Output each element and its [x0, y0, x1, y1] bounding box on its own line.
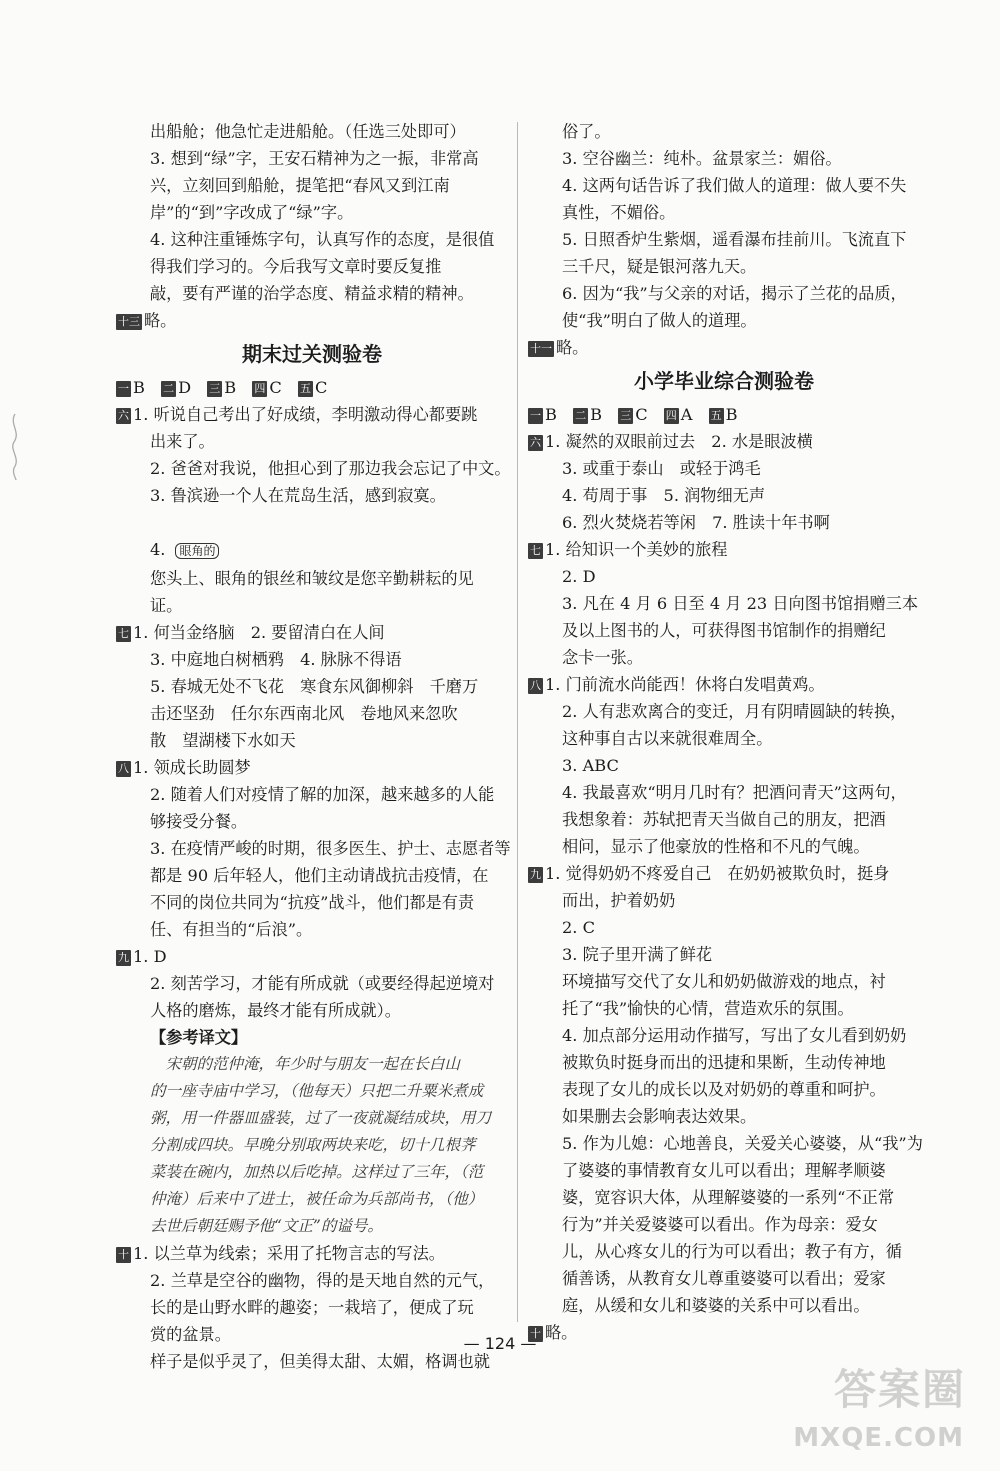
answer-line — [116, 1105, 508, 1132]
line-text: 环境描写交代了女儿和奶奶做游戏的地点，衬 — [562, 972, 886, 991]
question-number-badge: 十 — [118, 1248, 129, 1261]
question-number-badge: 六 — [118, 409, 129, 422]
line-text: 【参考译文】 — [150, 1028, 248, 1047]
answer-line — [528, 806, 920, 833]
line-text: 庭，从缓和女儿和婆婆的关系中可以看出。 — [562, 1296, 870, 1315]
answer-line — [528, 455, 920, 482]
answer-line — [528, 253, 920, 280]
line-text: 使“我”明白了做人的道理。 — [562, 311, 757, 330]
line-text: 俗了。 — [562, 122, 611, 141]
answer-line — [528, 199, 920, 226]
line-text: 2. 随着人们对疫情了解的加深，越来越多的人能 — [150, 785, 495, 804]
line-text: 这种事自古以来就很难周全。 — [562, 729, 773, 748]
mc-answer: A — [680, 405, 693, 424]
line-text: 3. 鲁滨逊一个人在荒岛生活，感到寂寞。 — [150, 486, 446, 505]
answer-line — [116, 1078, 508, 1105]
line-text: 您头上、眼角的银丝和皱纹是您辛勤耕耘的见 — [150, 569, 474, 588]
line-text: 2. 爸爸对我说，他担心到了那边我会忘记了中文。 — [150, 459, 511, 478]
line-text: 3. 或重于泰山 或轻于鸿毛 — [562, 459, 761, 478]
answer-line — [528, 968, 920, 995]
line-text: 敲，要有严谨的治学态度、精益求精的精神。 — [150, 284, 474, 303]
line-text: 赏的盆景。 — [150, 1325, 231, 1344]
line-text: 5. 日照香炉生紫烟，遥看瀑布挂前川。飞流直下 — [562, 230, 907, 249]
mc-answer: D — [178, 378, 192, 397]
answer-line — [116, 835, 511, 862]
line-text: 1. 听说自己考出了好成绩，李明激动得心都要跳 — [133, 405, 478, 424]
line-text: 2. D — [562, 567, 596, 586]
answer-line — [116, 754, 508, 781]
right-column — [528, 118, 923, 1346]
answer-line — [116, 253, 508, 280]
line-text: 长的是山野水畔的趣姿；一栽培了，便成了玩 — [150, 1298, 474, 1317]
line-text: 真性，不媚俗。 — [562, 203, 676, 222]
line-text: 4. 这种注重锤炼字句，认真写作的态度，是很值 — [150, 230, 495, 249]
line-text: 仲淹）后来中了进士，被任命为兵部尚书，（他） — [150, 1190, 484, 1208]
line-text: 了婆婆的事情教育女儿可以看出；理解孝顺婆 — [562, 1161, 886, 1180]
answer-line — [116, 1240, 508, 1267]
line-text: 而出，护着奶奶 — [562, 891, 676, 910]
answer-line — [528, 590, 920, 617]
line-text: 2. 兰草是空谷的幽物，得的是天地自然的元气， — [150, 1271, 495, 1290]
answer-line — [528, 1292, 920, 1319]
answer-line — [528, 995, 920, 1022]
answer-line — [116, 970, 508, 997]
mc-answer: C — [635, 405, 648, 424]
answer-line — [116, 673, 508, 700]
line-text: 念卡一张。 — [562, 648, 643, 667]
handwritten-note: 眼角的 — [175, 543, 219, 559]
watermark-bottom: MXQE.COM — [793, 1423, 964, 1453]
line-text: 循善诱，从教育女儿尊重婆婆可以看出；爱家 — [562, 1269, 886, 1288]
line-text: 儿，从心疼女儿的行为可以看出；教子有方，循 — [562, 1242, 902, 1261]
answer-line — [116, 307, 508, 334]
answer-line — [116, 1132, 508, 1159]
line-text: 1. 领成长助圆梦 — [133, 758, 251, 777]
line-text: 1. 以兰草为线索；采用了托物言志的写法。 — [133, 1244, 445, 1263]
line-text: 1. 何当金络脑 2. 要留清白在人间 — [133, 623, 385, 642]
mc-answer: C — [314, 378, 328, 397]
blank-line — [116, 509, 508, 536]
answer-line — [116, 1159, 508, 1186]
line-text: 分割成四块。早晚分别取两块来吃，切十几根荠 — [150, 1136, 476, 1154]
line-text: 4. — [150, 540, 166, 559]
question-number-badge: 五 — [710, 409, 722, 422]
answer-line — [116, 727, 508, 754]
line-text: 都是 90 后年轻人，他们主动请战抗击疫情，在 — [150, 866, 489, 885]
line-text: 3. 院子里开满了鲜花 — [562, 945, 713, 964]
section-title: 期末过关测验卷 — [242, 342, 382, 366]
answer-line — [116, 916, 508, 943]
answer-line — [528, 860, 920, 887]
answer-line — [116, 781, 508, 808]
line-text: 不同的岗位共同为“抗疫”战斗，他们都是有责 — [150, 893, 475, 912]
answer-line — [528, 1238, 920, 1265]
question-number-badge: 六 — [530, 436, 541, 449]
answer-line — [116, 943, 508, 970]
line-text: 被欺负时挺身而出的迅捷和果断，生动传神地 — [562, 1053, 886, 1072]
mc-answer: B — [224, 378, 237, 397]
column-divider — [517, 122, 518, 1322]
line-text: 3. 凡在 4 月 6 日至 4 月 23 日向图书馆捐赠三本 — [562, 594, 919, 613]
answer-line — [528, 509, 920, 536]
line-text: 2. C — [562, 918, 595, 937]
answer-line — [528, 334, 920, 361]
line-text: 出船舱；他急忙走进船舱。（任选三处即可） — [150, 122, 466, 141]
answer-line — [116, 482, 508, 509]
line-text: 任、有担当的“后浪”。 — [150, 920, 313, 939]
line-text: 5. 作为儿媳：心地善良，关爱关心婆婆，从“我”为 — [562, 1134, 923, 1153]
question-number-badge: 十 — [530, 1327, 541, 1340]
line-text: 行为”并关爱婆婆可以看出。作为母亲：爱女 — [562, 1215, 878, 1234]
line-text: 得我们学习的。今后我写文章时要反复推 — [150, 257, 442, 276]
answer-line — [528, 779, 920, 806]
line-text: 三千尺，疑是银河落九天。 — [562, 257, 757, 276]
question-number-badge: 十一 — [530, 342, 552, 355]
line-text: 样子是似乎灵了，但美得太甜、太媚，格调也就 — [150, 1352, 490, 1371]
line-text: 岸”的“到”字改成了“绿”字。 — [150, 203, 354, 222]
answer-line — [528, 226, 920, 253]
answer-line — [116, 455, 511, 482]
answer-line — [116, 1186, 508, 1213]
answer-line — [116, 646, 508, 673]
watermark-top: 答案圈 — [833, 1365, 966, 1414]
answer-line — [116, 428, 508, 455]
answer-line — [116, 374, 508, 401]
question-number-badge: 一 — [118, 382, 129, 395]
mc-answer: C — [269, 378, 282, 397]
line-text: 2. 人有悲欢离合的变迁，月有阴晴圆缺的转换， — [562, 702, 907, 721]
answer-line — [528, 1022, 920, 1049]
question-number-badge: 七 — [530, 544, 541, 557]
answer-line — [116, 889, 508, 916]
answer-line — [528, 428, 920, 455]
line-text: 略。 — [556, 338, 589, 357]
line-text: 6. 因为“我”与父亲的对话，揭示了兰花的品质， — [562, 284, 907, 303]
line-text: 相问，显示了他豪放的性格和不凡的气魄。 — [562, 837, 870, 856]
answer-line — [528, 1103, 920, 1130]
question-number-badge: 九 — [530, 868, 541, 881]
answer-line — [528, 833, 920, 860]
answer-line — [528, 1211, 920, 1238]
line-text: 去世后朝廷赐予他“文正”的谥号。 — [150, 1217, 383, 1235]
answer-line — [116, 1267, 508, 1294]
line-text: 1. 觉得奶奶不疼爱自己 在奶奶被欺负时，挺身 — [545, 864, 890, 883]
line-text: 如果删去会影响表达效果。 — [562, 1107, 757, 1126]
line-text: 3. ABC — [562, 756, 619, 775]
line-text: 5. 春城无处不飞花 寒食东风御柳斜 千磨万 — [150, 677, 479, 696]
answer-line — [528, 307, 920, 334]
answer-line — [528, 941, 920, 968]
question-number-badge: 一 — [530, 409, 541, 422]
answer-line — [116, 700, 508, 727]
answer-line — [528, 617, 920, 644]
question-number-badge: 三 — [620, 409, 632, 422]
answer-line — [528, 145, 920, 172]
line-text: 证。 — [150, 596, 183, 615]
line-text: 人格的磨炼，最终才能有所成就）。 — [150, 1001, 401, 1020]
question-number-badge: 五 — [299, 382, 311, 395]
question-number-badge: 八 — [530, 679, 541, 692]
question-number-badge: 十三 — [118, 315, 140, 328]
line-text: 的一座寺庙中学习，（他每天）只把二升粟米煮成 — [150, 1082, 484, 1100]
answer-line — [528, 1130, 923, 1157]
question-number-badge: 四 — [665, 409, 677, 422]
line-text: 1. D — [133, 947, 167, 966]
line-text: 4. 苟周于事 5. 润物细无声 — [562, 486, 766, 505]
answer-line — [116, 172, 508, 199]
answer-line — [528, 482, 920, 509]
answer-line — [528, 671, 920, 698]
answer-line — [528, 914, 920, 941]
mc-answer: B — [133, 378, 145, 397]
mc-answer: B — [725, 405, 738, 424]
line-text: 1. 凝然的双眼前过去 2. 水是眼波横 — [545, 432, 813, 451]
line-text: 够接受分餐。 — [150, 812, 248, 831]
answer-line — [528, 1265, 920, 1292]
line-text: 宋朝的范仲淹，年少时与朋友一起在长白山 — [150, 1055, 461, 1073]
line-text: 散 望湖楼下水如天 — [150, 731, 296, 750]
answer-line — [528, 698, 920, 725]
line-text: 及以上图书的人，可获得图书馆制作的捐赠纪 — [562, 621, 886, 640]
line-text: 菜装在碗内，加热以后吃掉。这样过了三年，（范 — [150, 1163, 484, 1181]
left-column — [116, 118, 511, 1375]
section-title: 小学毕业综合测验卷 — [634, 369, 814, 393]
line-text: 1. 门前流水尚能西！休将白发唱黄鸡。 — [545, 675, 825, 694]
answer-line — [116, 565, 508, 592]
question-number-badge: 八 — [118, 762, 129, 775]
line-text: 我想象着：苏轼把青天当做自己的朋友，把酒 — [562, 810, 886, 829]
line-text: 4. 我最喜欢“明月几时有？把酒问青天”这两句， — [562, 783, 907, 802]
answer-line — [528, 1157, 920, 1184]
question-number-badge: 二 — [575, 409, 587, 422]
answer-line — [528, 401, 920, 428]
line-text: 粥，用一件器皿盛装，过了一夜就凝结成块，用刀 — [150, 1109, 492, 1127]
line-text: 略。 — [545, 1323, 578, 1342]
answer-line — [528, 1076, 920, 1103]
line-text: 3. 在疫情严峻的时期，很多医生、护士、志愿者等 — [150, 839, 511, 858]
mc-answer: B — [590, 405, 602, 424]
answer-line — [528, 1184, 920, 1211]
mc-answer: B — [545, 405, 557, 424]
line-text: 4. 这两句话告诉了我们做人的道理：做人要不失 — [562, 176, 907, 195]
answer-line — [116, 592, 508, 619]
line-text: 6. 烈火焚烧若等闲 7. 胜读十年书啊 — [562, 513, 830, 532]
answer-line — [528, 563, 920, 590]
line-text: 略。 — [144, 311, 177, 330]
question-number-badge: 九 — [118, 951, 129, 964]
answer-line — [116, 280, 508, 307]
line-text: 1. 给知识一个美妙的旅程 — [545, 540, 728, 559]
question-number-badge: 二 — [163, 382, 175, 395]
answer-line — [528, 536, 920, 563]
line-text: 3. 想到“绿”字，王安石精神为之一振，非常高 — [150, 149, 479, 168]
answer-line — [116, 997, 508, 1024]
answer-line — [116, 1213, 508, 1240]
answer-line — [116, 1051, 508, 1078]
answer-line — [116, 1294, 508, 1321]
page-number: — 124 — — [463, 1334, 537, 1353]
answer-line — [116, 536, 508, 565]
line-text: 出来了。 — [150, 432, 215, 451]
answer-line — [116, 862, 508, 889]
answer-line — [528, 280, 920, 307]
answer-line — [116, 226, 508, 253]
answer-line — [528, 887, 920, 914]
line-text: 托了“我”愉快的心情，营造欢乐的氛围。 — [562, 999, 854, 1018]
line-text: 3. 中庭地白树栖鸦 4. 脉脉不得语 — [150, 650, 402, 669]
line-text: 表现了女儿的成长以及对奶奶的尊重和呵护。 — [562, 1080, 886, 1099]
line-text: 3. 空谷幽兰：纯朴。盆景家兰：媚俗。 — [562, 149, 842, 168]
answer-line — [116, 619, 508, 646]
line-text: 婆，宽容识大体，从理解婆婆的一系列“不正常 — [562, 1188, 895, 1207]
line-text: 2. 刻苦学习，才能有所成就（或要经得起逆境对 — [150, 974, 495, 993]
answer-line — [528, 118, 920, 145]
watermark-logo — [746, 1357, 966, 1453]
answer-line — [116, 199, 508, 226]
question-number-badge: 三 — [209, 382, 221, 395]
line-text: 兴，立刻回到船舱，提笔把“春风又到江南 — [150, 176, 450, 195]
answer-line — [116, 1024, 508, 1051]
answer-line — [116, 808, 508, 835]
margin-mark-icon — [6, 412, 24, 482]
line-text: 4. 加点部分运用动作描写，写出了女儿看到奶奶 — [562, 1026, 907, 1045]
answer-line — [528, 752, 920, 779]
answer-line — [528, 1049, 920, 1076]
answer-line — [528, 644, 920, 671]
answer-line — [116, 401, 508, 428]
answer-line — [116, 118, 508, 145]
line-text: 击还坚劲 任尔东西南北风 卷地风来忽吹 — [150, 704, 458, 723]
answer-line — [528, 172, 920, 199]
question-number-badge: 四 — [254, 382, 266, 395]
answer-line — [528, 725, 920, 752]
answer-line — [116, 145, 508, 172]
question-number-badge: 七 — [118, 627, 129, 640]
